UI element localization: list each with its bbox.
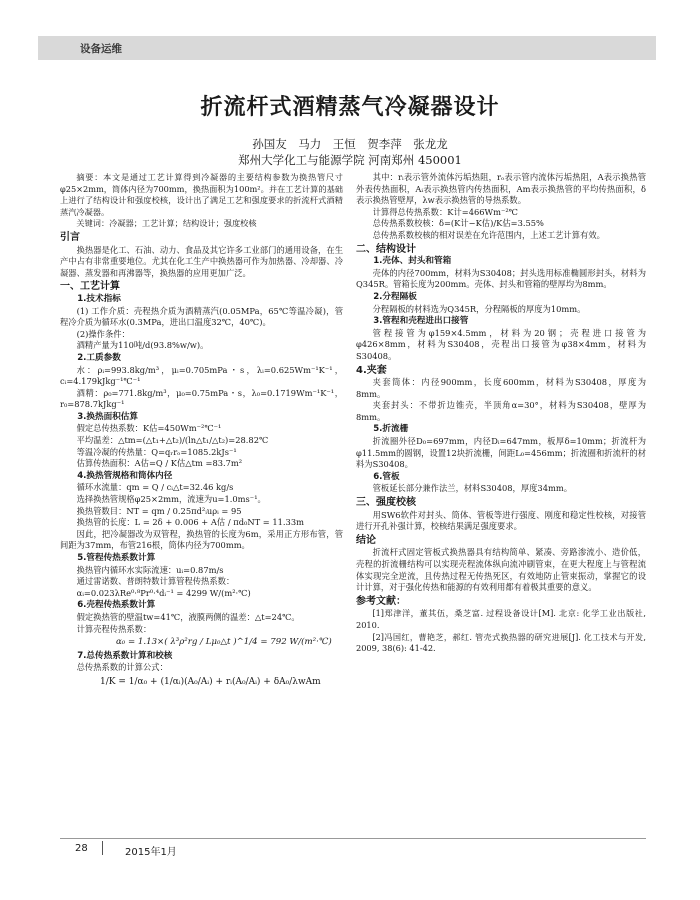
intro-text: 换热器是化工、石油、动力、食品及其它许多工业部门的通用设备，在生产中占有非常重要地位。尤其在化工生产中换热器可作为加热器、冷却器、冷凝器、蒸发器和再沸器等，换热器的应用更加广泛。	[60, 244, 343, 278]
para: 总传热系数校核的相对误差在允许范围内，上述工艺计算有效。	[372, 229, 605, 240]
formula-overall: 1/K = 1/α₀ + (1/αᵢ)(A₀/Aᵢ) + rᵢ(A₀/Aᵢ) + δA₀/λwAm	[100, 676, 321, 687]
keywords: 关键词：冷凝器；工艺计算；结构设计；强度校核	[76, 218, 257, 229]
heading-tech: 1.技术指标	[77, 293, 121, 304]
para: 折流圈外径D₀=697mm，内径Dᵢ=647mm，板厚δ=10mm；折流杆为φ11.5mm的圆钢，设置12块折流栅，间距L₀=456mm；折流圈和折流杆的材料为S30408。	[356, 436, 646, 470]
heading-overall: 7.总传热系数计算和校核	[77, 650, 173, 661]
section-header-bar	[38, 36, 656, 60]
footer-divider	[102, 841, 103, 855]
abstract: 摘要：本文是通过工艺计算得到冷凝器的主要结构参数为换热管尺寸φ25×2mm，筒体内径为700mm，换热面积为100m²。并在工艺计算的基础上进行了结构设计和强度校核，设计出了满足工艺和强度要求的折流杆式酒精蒸汽冷凝器。	[60, 172, 343, 217]
authors: 孙国友 马力 王恒 贺李萍 张龙龙	[252, 137, 448, 151]
heading-structure: 二、结构设计	[356, 243, 416, 255]
reference-item: [1]郑津洋，董其伍，桑芝富. 过程设备设计[M]. 北京: 化学工业出版社, 2010.	[356, 608, 646, 630]
page-number: 28	[75, 843, 88, 854]
heading-shell-side: 6.壳程传热系数计算	[77, 600, 156, 611]
heading-intro: 引言	[60, 231, 80, 243]
footer-rule	[60, 838, 646, 839]
para: 水：ρᵢ=993.8kg/m³，μᵢ=0.705mPa・s，λᵢ=0.625Wm⁻¹K⁻¹，cᵢ=4.179kJkg⁻¹℃⁻¹	[60, 364, 343, 387]
para: (2)操作条件：	[76, 328, 130, 339]
para: 选择换热管规格φ25×2mm，流速为u=1.0ms⁻¹。	[76, 494, 266, 505]
heading-baffle: 5.折流栅	[373, 424, 409, 435]
heading-process: 一、工艺计算	[60, 281, 120, 293]
para: 假定总传热系数：K估=450Wm⁻²℃⁻¹	[76, 423, 222, 434]
para: 用SW6软件对封头、筒体、管板等进行强度、刚度和稳定性校核，对接管进行开孔补强计算，校核结果满足强度要求。	[356, 509, 646, 532]
para: 总传热系数校核：δ=(K计−K估)/K估=3.55%	[372, 218, 544, 229]
heading-shell: 1.壳体、封头和管箱	[373, 256, 452, 267]
heading-nozzles: 3.管程和壳程进出口接管	[373, 316, 469, 327]
para: (1) 工作介质：壳程热介质为酒精蒸汽(0.05MPa，65℃等温冷凝)，管程冷介质为循环水(0.3MPa，进出口温度32℃，40℃)。	[60, 305, 343, 328]
affiliation: 郑州大学化工与能源学院 河南郑州 450001	[238, 153, 462, 167]
para: 分程隔板的材料选为Q345R，分程隔板的厚度为10mm。	[372, 303, 586, 314]
para: 壳体的内径700mm，材料为S30408；封头选用标准椭圆形封头，材料为Q345R。管箱长度为200mm。壳体、封头和管箱的壁厚均为8mm。	[356, 267, 646, 290]
reference-item: [2]冯国红，曹艳芝，郝红. 管壳式换热器的研究进展[J]. 化工技术与开发, 2009, 38(6): 41-42.	[356, 631, 646, 654]
heading-references: 参考文献：	[356, 595, 406, 607]
right-column	[356, 172, 646, 655]
formula-shell: α₀ = 1.13×( λ³ρ²rg / Lμ₀△t )^1/4 = 792 W/(m²·℃)	[116, 637, 332, 648]
formula: 换热管的长度：L = 2δ + 0.006 + A估 / πd₀NT = 11.33m	[76, 517, 304, 528]
formula: αᵢ=0.023λRe⁰·⁸Pr⁰·⁴dᵢ⁻¹ = 4299 W/(m²·℃)	[76, 587, 251, 598]
heading-jacket: 4.夹套	[356, 364, 387, 376]
para: 假定换热管的壁温tw=41℃，液膜两侧的温差：△t=24℃。	[76, 611, 300, 622]
heading-conclusion: 结论	[356, 534, 376, 546]
para: 管板延长部分兼作法兰，材料S30408，厚度34mm。	[372, 483, 573, 494]
para: 酒精：ρ₀=771.8kg/m³，μ₀=0.75mPa・s，λ₀=0.1719Wm⁻¹K⁻¹，r₀=878.7kJkg⁻¹	[60, 387, 343, 410]
heading-partition: 2.分程隔板	[373, 291, 417, 302]
para: 酒精产量为110吨/d(93.8%w/w)。	[76, 340, 209, 351]
para: 估算传热面积：A估=Q / K估△tm =83.7m²	[76, 458, 243, 469]
para: 计算壳程传热系数：	[76, 623, 152, 634]
section-label: 设备运维	[80, 43, 122, 55]
article-title: 折流杆式酒精蒸气冷凝器设计	[200, 95, 500, 120]
heading-params: 2.工质参数	[77, 352, 121, 363]
heading-tubes: 4.换热管规格和筒体内径	[77, 470, 173, 481]
para: 总传热系数的计算公式：	[76, 662, 168, 673]
top-margin	[0, 0, 700, 18]
para: 其中：rᵢ表示管外流体污垢热阻，rₒ表示管内流体污垢热阻，A表示换热管外表传热面积，Aᵢ表示换热管内传热面积，Am表示换热管的平均传热面积，δ表示换热管壁厚，λw表示换热管的导热系数。	[356, 172, 646, 206]
para: 夹套封头：不带折边锥壳，半顶角α=30°，材料为S30408，壁厚为8mm。	[356, 400, 646, 422]
heading-strength: 三、强度校核	[356, 497, 416, 509]
para: 平均温差：△tm=(△t₁+△t₂)/(ln△t₁/△t₂)=28.82℃	[76, 435, 269, 446]
left-column	[60, 172, 343, 692]
para: 管程接管为φ159×4.5mm，材料为20钢；壳程进口接管为φ426×8mm，材料为S30408，壳程出口接管为φ38×4mm，材料为S30408。	[356, 327, 646, 361]
para: 夹套筒体：内径900mm，长度600mm，材料为S30408，厚度为8mm。	[356, 377, 646, 399]
para: 因此，把冷凝器改为双管程，换热管的长度为6m，采用正方形布管，管间距为37mm，布管216根，筒体内径为700mm。	[60, 528, 343, 551]
para: 计算得总传热系数：K计=466Wm⁻²℃	[372, 206, 518, 217]
para: 等温冷凝的传热量：Q=qᵣrₒ=1085.2kJs⁻¹	[76, 446, 237, 457]
heading-tube-side: 5.管程传热系数计算	[77, 553, 156, 563]
issue-date: 2015年1月	[125, 847, 177, 858]
para: 折流杆式固定管板式换热器具有结构简单、紧凑、旁路渗流小、造价低，壳程的折流栅结构可以实现壳程流体纵向流冲刷管束，在更大程度上与管程流体实现完全逆流，且传热过程无传热死区，有效地防止管束振动，掌握它的设计计算，对于强化传热和能源的有效利用都有着极其重要的意义。	[356, 547, 646, 593]
para: 换热管内循环水实际流速：uᵢ=0.87m/s	[76, 564, 224, 575]
formula: 换热管数目：NT = qm / 0.25πd²ᵢuρᵢ = 95	[76, 505, 242, 516]
heading-area: 3.换热面积估算	[77, 411, 138, 422]
heading-tubesheet: 6.管板	[373, 471, 400, 482]
formula: 循环水流量：qm = Q / cᵢ△t=32.46 kg/s	[76, 482, 234, 493]
para: 通过雷诺数、普朗特数计算管程传热系数：	[76, 576, 235, 587]
